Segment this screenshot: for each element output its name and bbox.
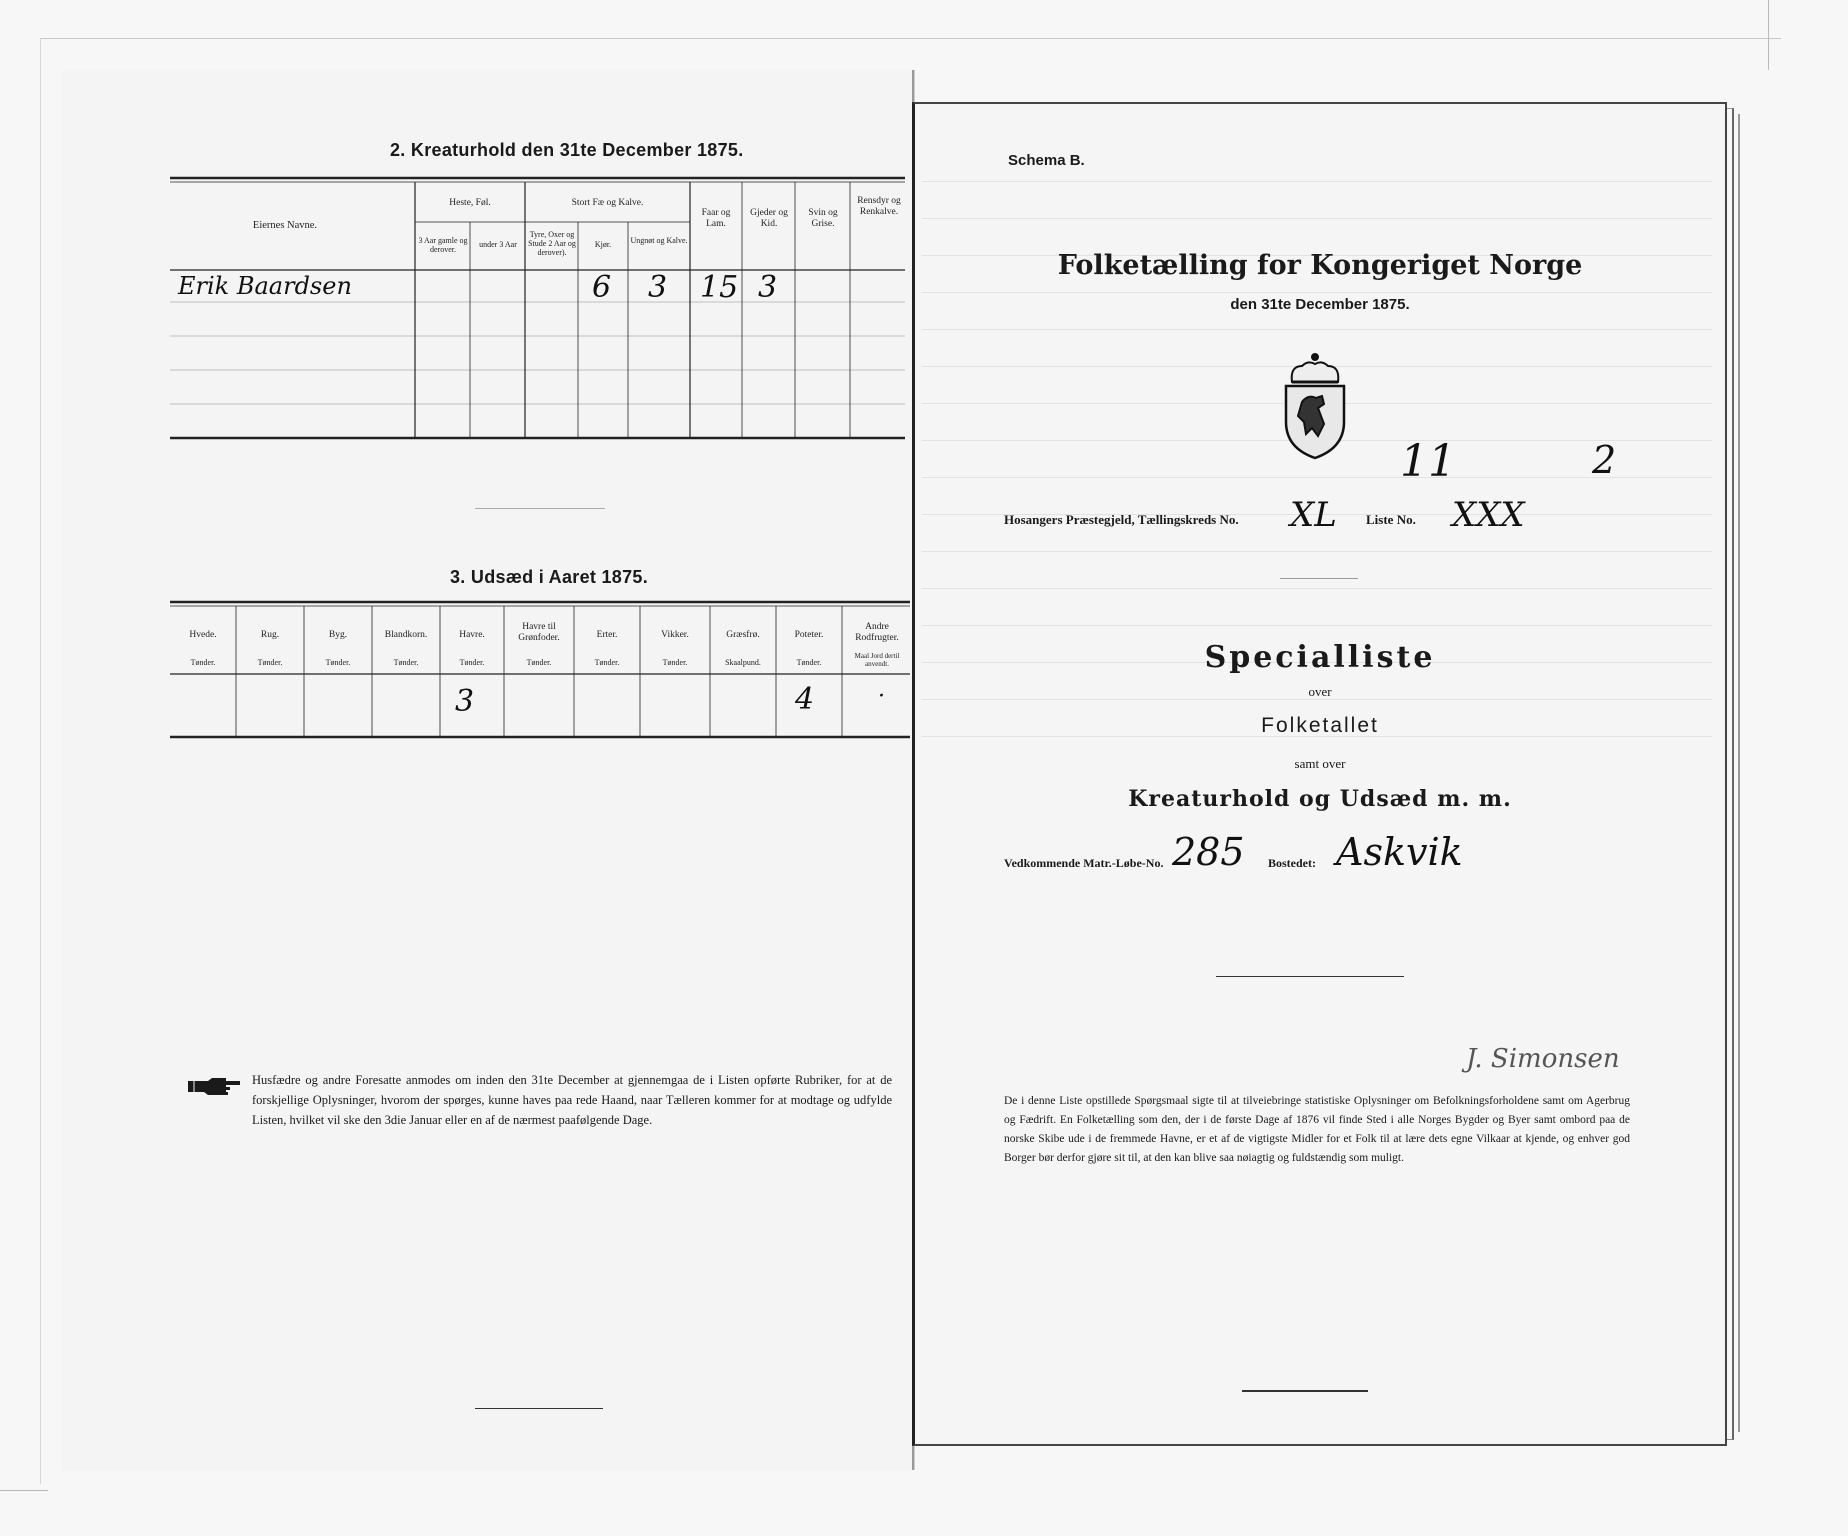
list-number: XXX xyxy=(1452,495,1525,535)
horses-header: Heste, Føl. xyxy=(449,198,491,208)
mixed-grain-unit: Tønder. xyxy=(393,658,419,667)
list-label: Liste No. xyxy=(1366,512,1416,527)
crop-mark xyxy=(0,1490,48,1491)
owner-name-header: Eiernes Navne. xyxy=(252,220,318,231)
divider xyxy=(1216,976,1404,977)
crop-mark xyxy=(1768,0,1769,70)
root-crops-header: Andre Rodfrugter. xyxy=(855,622,899,643)
coat-of-arms-icon xyxy=(1278,352,1352,460)
bottom-rule xyxy=(475,1408,603,1409)
wheat-header: Hvede. xyxy=(189,630,217,640)
sowing-title: 3. Udsæd i Aaret 1875. xyxy=(450,567,649,587)
divider xyxy=(1280,578,1358,579)
cows-value: 6 xyxy=(592,270,612,305)
cattle-header: Stort Fæ og Kalve. xyxy=(571,198,644,208)
goats-value: 3 xyxy=(758,270,778,305)
potatoes-unit: Tønder. xyxy=(796,658,822,667)
divider xyxy=(475,508,605,509)
oats-value: 3 xyxy=(455,684,475,719)
district-line xyxy=(1004,512,1239,528)
grass-seed-unit: Skaalpund. xyxy=(725,658,761,667)
district-label: Tællingskreds No. xyxy=(1137,512,1239,527)
handwritten-number-right: 2 xyxy=(1592,438,1617,482)
green-fodder-oats-header: Havre til Grønfoder. xyxy=(518,622,560,643)
barley-unit: Tønder. xyxy=(325,658,351,667)
signature: J. Simonsen xyxy=(1466,1044,1620,1074)
horses-old-subheader: 3 Aar gamle og derover. xyxy=(418,236,468,254)
grass-seed-header: Græsfrø. xyxy=(726,630,760,640)
sheep-value: 15 xyxy=(700,270,739,305)
root-crops-unit: Maal Jord dertil anvendt. xyxy=(854,652,900,668)
green-fodder-oats-unit: Tønder. xyxy=(526,658,552,667)
livestock-sowing-heading: Kreaturhold og Udsæd m. m. xyxy=(1128,786,1512,812)
bottom-rule xyxy=(1242,1390,1368,1392)
livestock-title: 2. Kreaturhold den 31te December 1875. xyxy=(390,140,744,160)
root-crops-value: · xyxy=(878,684,885,709)
matr-number: 285 xyxy=(1172,830,1245,874)
samt-over-text: samt over xyxy=(1294,756,1346,771)
barley-header: Byg. xyxy=(328,630,348,640)
district-number: XL xyxy=(1290,495,1337,535)
cows-subheader: Kjør. xyxy=(594,240,612,249)
livestock-table-grid xyxy=(0,0,912,460)
wheat-unit: Tønder. xyxy=(190,658,216,667)
handwritten-number-left: 11 xyxy=(1400,436,1456,487)
vetch-header: Vikker. xyxy=(661,630,689,640)
horses-young-subheader: under 3 Aar xyxy=(479,240,517,249)
mixed-grain-header: Blandkorn. xyxy=(384,630,428,640)
young-cattle-subheader: Ungnøt og Kalve. xyxy=(630,236,688,245)
special-list-title: Specialliste xyxy=(1204,640,1436,675)
census-date: den 31te December 1875. xyxy=(1230,296,1410,313)
oats-unit: Tønder. xyxy=(459,658,485,667)
reindeer-header: Rensdyr og Renkalve. xyxy=(857,196,901,217)
census-title: Folketælling for Kongeriget Norge xyxy=(1057,250,1583,281)
rye-header: Rug. xyxy=(260,630,280,640)
sheep-header: Faar og Lam. xyxy=(701,208,731,229)
potatoes-header: Poteter. xyxy=(794,630,824,640)
schema-label: Schema B. xyxy=(1008,152,1085,169)
residence-value: Askvik xyxy=(1336,830,1463,874)
residence-label: Bostedet: xyxy=(1268,856,1316,870)
rye-unit: Tønder. xyxy=(257,658,283,667)
young-cattle-value: 3 xyxy=(648,270,668,305)
householder-notice: Husfædre og andre Foresatte anmodes om inden den 31te December at gjennemgaa de i Listen opførte Rubriker, for at de forskjellige Oplysninger, hvorom der spørges, kunne haves paa rede Haand, naar Tælleren kommer for at modtage og udfylde Listen, hvilket vil ske den 3die Januar eller en af de nærmest paafølgende Dage. xyxy=(252,1073,892,1127)
parish-label: Hosangers Præstegjeld, xyxy=(1004,512,1135,527)
potatoes-value: 4 xyxy=(795,682,815,717)
peas-unit: Tønder. xyxy=(594,658,620,667)
owner-name-value: Erik Baardsen xyxy=(178,272,352,300)
census-purpose-notice: De i denne Liste opstillede Spørgsmaal sigte til at tilveiebringe statistiske Oplysninger om Befolkningsforholdene samt om Agerbrug og Fædrift. En Folketælling som den, der i de første Dage af 1876 vil finde Sted i alle Norges Bygder og Byer samt ombord paa de norske Skibe ude i de fremmede Havne, er et af de vigtigste Midler for et Folk til at lære dets egne Vilkaar at kjende, og enhver god Borger bør derfor gjøre sit til, at den kan blive saa nøiagtig og fuldstændig som muligt. xyxy=(1004,1095,1630,1164)
oats-header: Havre. xyxy=(459,630,485,640)
population-heading: Folketallet xyxy=(1261,714,1379,737)
goats-header: Gjeder og Kid. xyxy=(750,208,788,229)
pigs-header: Svin og Grise. xyxy=(808,208,838,229)
over-text: over xyxy=(1308,684,1332,699)
matr-label: Vedkommende Matr.-Løbe-No. xyxy=(1004,856,1164,870)
vetch-unit: Tønder. xyxy=(662,658,688,667)
bulls-subheader: Tyre, Oxer og Stude 2 Aar og derover). xyxy=(528,230,576,257)
pointing-hand-icon xyxy=(186,1075,242,1097)
peas-header: Erter. xyxy=(596,630,618,640)
